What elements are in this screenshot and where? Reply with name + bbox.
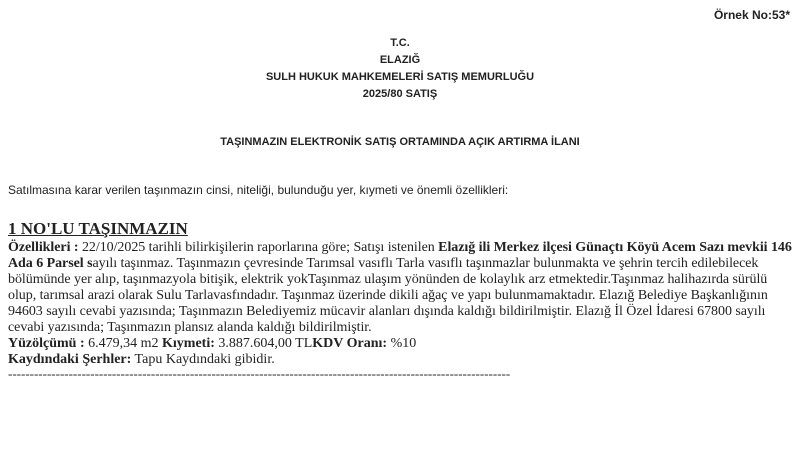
header-line-city: ELAZIĞ	[379, 54, 421, 66]
intro-text: Satılmasına karar verilen taşınmazın cinsi, niteliği, bulunduğu yer, kıymeti ve önemli özellikleri:	[8, 183, 509, 197]
features-text-1: 22/10/2025 tarihli bilirkişilerin raporlarına göre; Satışı istenilen	[78, 240, 439, 255]
area-value: 6.479,34 m2	[84, 336, 163, 351]
features-location: Elazığ ili Merkez ilçesi Günaçtı Köyü Acem Sazı mevkii 146 Ada 6 Parsel s	[8, 240, 792, 271]
header-line-court: SULH HUKUK MAHKEMELERİ SATIŞ MEMURLUĞU	[265, 71, 535, 83]
court-header	[0, 35, 800, 103]
property-liens	[8, 352, 792, 368]
liens-label: Kaydındaki Şerhler:	[8, 352, 132, 367]
value-label: Kıymeti:	[162, 336, 215, 351]
liens-value: Tapu Kaydındaki gibidir.	[131, 352, 275, 367]
area-label: Yüzölçümü :	[8, 336, 85, 351]
features-label: Özellikleri :	[8, 240, 79, 255]
separator-line: --------------------------------------------------------------------------------------------------------------------	[8, 368, 511, 380]
vat-label: KDV Oranı:	[312, 336, 388, 351]
features-text-2: ayılı taşınmaz. Taşınmazın çevresinde Tarımsal vasıflı Tarla vasıflı taşınmazlar bulunmakta ve şehrin tercih edilebilecek bölümünde yer alıp, taşınmazyola bitişik, elektrik yokTaşınmaz ulaşım yönünden de kolaylık arz etmektedir.Taşınmaz halihazırda sürülü olup, tarımsal arazi olarak Sulu Tarlavasfındadır. Taşınmaz üzerinde dikili ağaç ve yapı bulunmamaktadır. Elazığ Belediye Başkanlığının 94603 sayılı cevabi yazısında; Taşınmazın Belediyemiz mücavir alanları dışında kaldığı bildirilmiştir. Elazığ İl Özel İdaresi 67800 sayılı cevabi yazısında; Taşınmazın plansız alanda kaldığı bildirilmiştir.	[8, 256, 768, 335]
vat-value: %10	[387, 336, 417, 351]
header-line-tc: T.C.	[390, 37, 410, 49]
property-section	[8, 219, 792, 380]
property-heading: 1 NO'LU TAŞINMAZIN	[8, 219, 188, 238]
header-line-file-no: 2025/80 SATIŞ	[362, 88, 438, 100]
announcement-title: TAŞINMAZIN ELEKTRONİK SATIŞ ORTAMINDA AÇIK ARTIRMA İLANI	[220, 136, 580, 148]
value-amount: 3.887.604,00 TL	[214, 336, 313, 351]
property-features	[8, 240, 792, 336]
property-values	[8, 336, 792, 352]
example-number: Örnek No:53*	[713, 8, 790, 22]
